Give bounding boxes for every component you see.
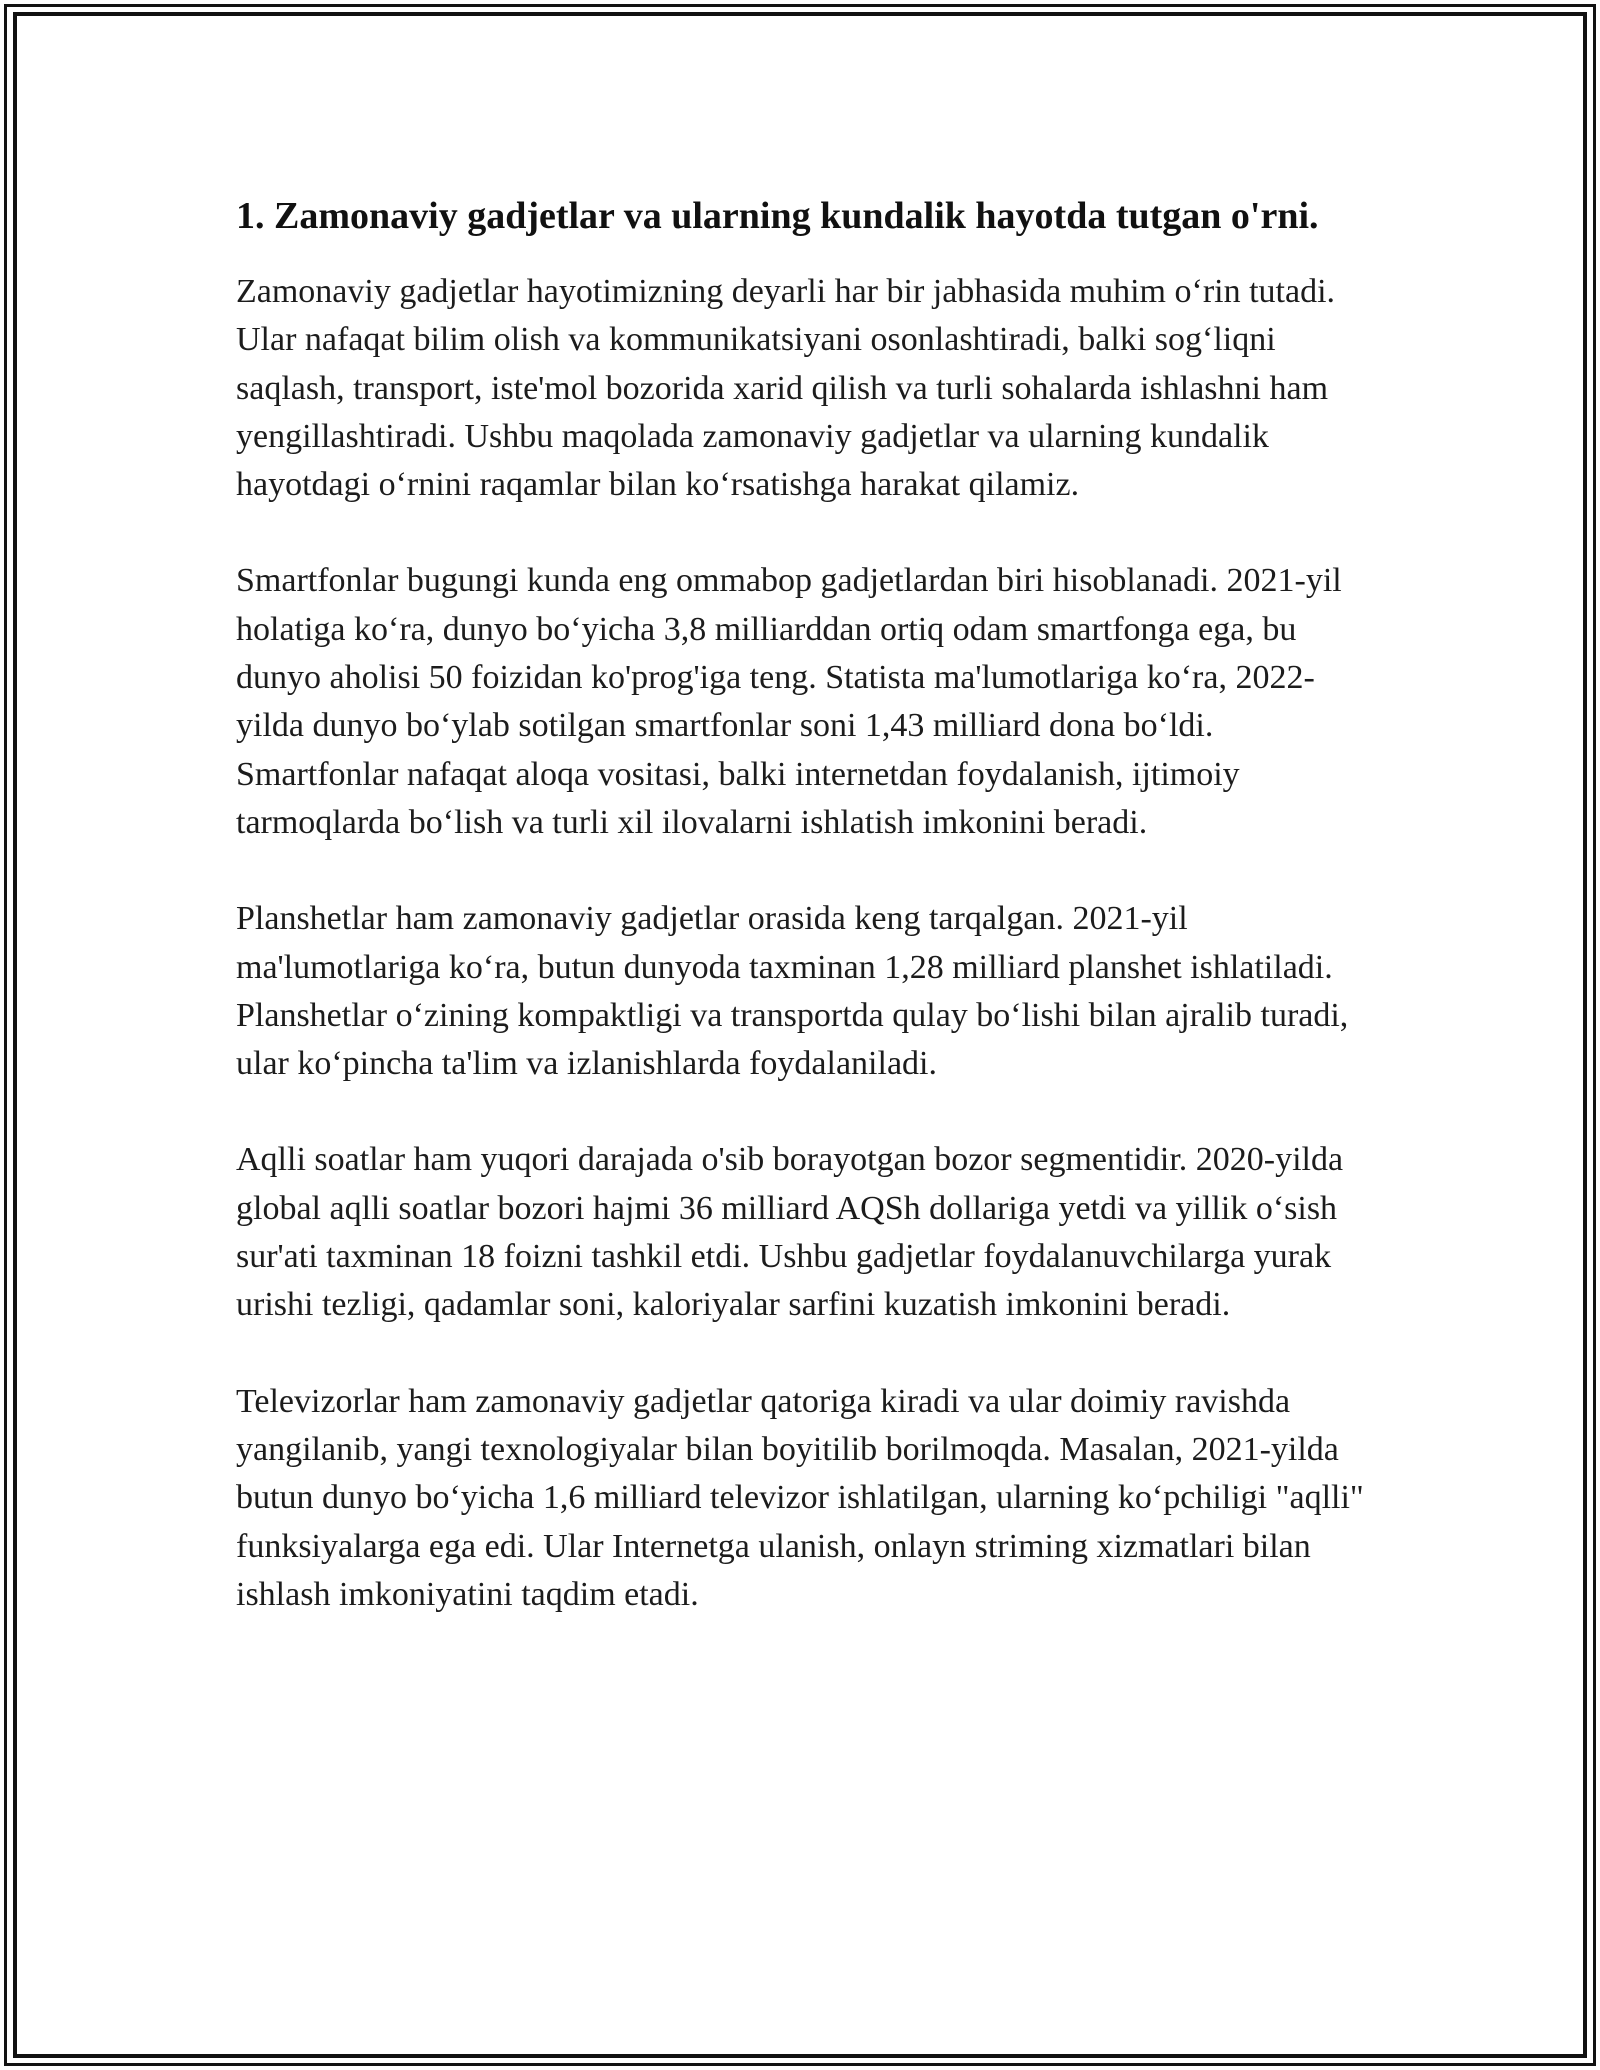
paragraph-smartphones: Smartfonlar bugungi kunda eng ommabop gadjetlardan biri hisoblanadi. 2021-yil holatiga ko‘ra, dunyo bo‘yicha 3,8 milliarddan ortiq odam smartfonga ega, bu dunyo aholisi 50 foizidan ko'prog'iga teng. Statista ma'lumotlariga ko‘ra, 2022-yilda dunyo bo‘ylab sotilgan smartfonlar soni 1,43 milliard dona bo‘ldi. Smartfonlar nafaqat aloqa vositasi, balki internetdan foydalanish, ijtimoiy tarmoqlarda bo‘lish va turli xil ilovalarni ishlatish imkonini beradi. bbox=[236, 562, 1342, 841]
paragraph-televisions: Televizorlar ham zamonaviy gadjetlar qatoriga kiradi va ular doimiy ravishda yangilanib, yangi texnologiyalar bilan boyitilib borilmoqda. Masalan, 2021-yilda butun dunyo bo‘yicha 1,6 milliard televizor ishlatilgan, ularning ko‘pchiligi "aqlli" funksiyalarga ega edi. Ular Internetga ulanish, onlayn striming xizmatlari bilan ishlash imkoniyatini taqdim etadi. bbox=[236, 1382, 1364, 1613]
section-heading: 1. Zamonaviy gadjetlar va ularning kundalik hayotda tutgan o'rni. bbox=[236, 195, 1319, 237]
document-body bbox=[236, 188, 1366, 1667]
paragraph-tablets: Planshetlar ham zamonaviy gadjetlar orasida keng tarqalgan. 2021-yil ma'lumotlariga ko‘ra, butun dunyoda taxminan 1,28 milliard planshet ishlatiladi. Planshetlar o‘zining kompaktligi va transportda qulay bo‘lishi bilan ajralib turadi, ular ko‘pincha ta'lim va izlanishlarda foydalaniladi. bbox=[236, 900, 1349, 1083]
paragraph-smartwatches: Aqlli soatlar ham yuqori darajada o'sib borayotgan bozor segmentidir. 2020-yilda global aqlli soatlar bozori hajmi 36 milliard AQSh dollariga yetdi va yillik o‘sish sur'ati taxminan 18 foizni tashkil etdi. Ushbu gadjetlar foydalanuvchilarga yurak urishi tezligi, qadamlar soni, kaloriyalar sarfini kuzatish imkonini beradi. bbox=[236, 1141, 1344, 1324]
paragraph-intro: Zamonaviy gadjetlar hayotimizning deyarli har bir jabhasida muhim o‘rin tutadi. Ular nafaqat bilim olish va kommunikatsiyani osonlashtiradi, balki sog‘liqni saqlash, transport, iste'mol bozorida xarid qilish va turli sohalarda ishlashni ham yengillashtiradi. Ushbu maqolada zamonaviy gadjetlar va ularning kundalik hayotdagi o‘rnini raqamlar bilan ko‘rsatishga harakat qilamiz. bbox=[236, 273, 1336, 504]
